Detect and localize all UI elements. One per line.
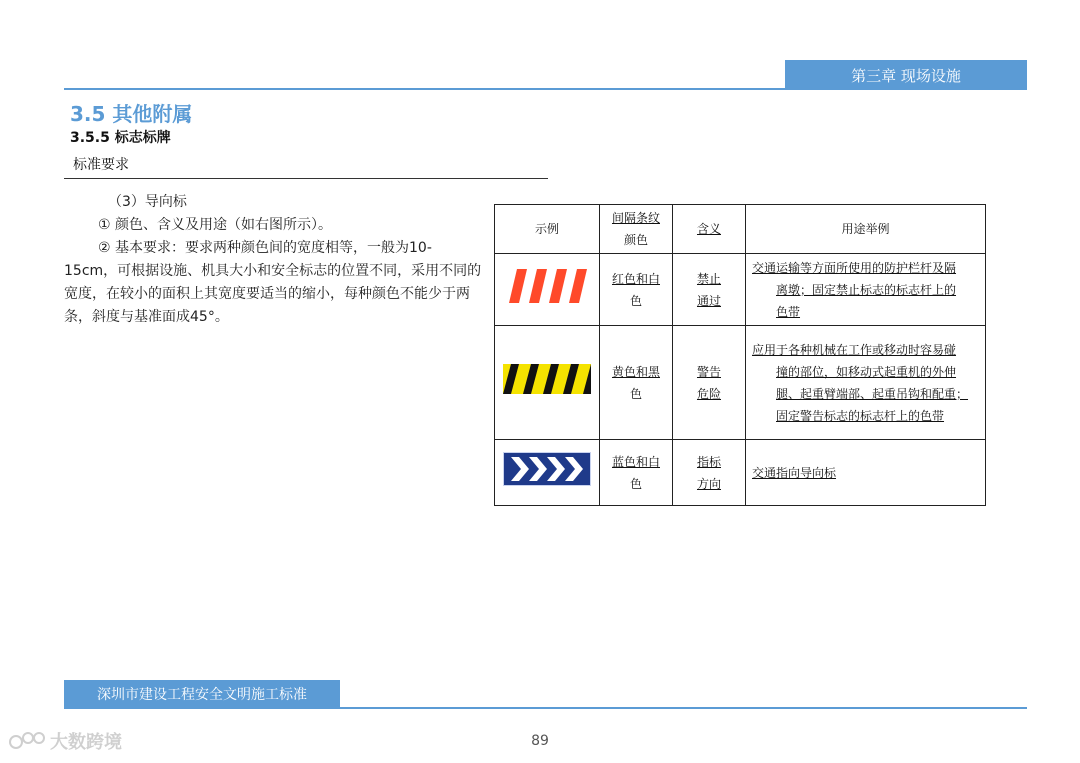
yellow-black-stripe-sign-icon — [503, 364, 591, 394]
body-text — [64, 191, 484, 329]
usage-cell: 交通运输等方面所使用的防护栏杆及隔 离墩；固定禁止标志的标志杆上的 色带 — [746, 254, 986, 326]
header-stripe-color: 间隔条纹 颜色 — [600, 205, 673, 254]
red-white-stripe-sign-icon — [503, 269, 591, 303]
color-cell: 红色和白 色 — [600, 254, 673, 326]
color-cell: 黄色和黑 色 — [600, 326, 673, 440]
header-usage: 用途举例 — [746, 205, 986, 254]
standard-label: 标准要求 — [73, 157, 129, 173]
subsection-title: 3.5.5 标志标牌 — [70, 130, 171, 146]
table-row — [495, 326, 986, 440]
meaning-cell: 警告 危险 — [673, 326, 746, 440]
footer-title-bar — [64, 680, 340, 708]
item-title: （3）导向标 — [108, 194, 187, 210]
standard-divider — [64, 178, 548, 179]
chapter-header — [785, 60, 1027, 90]
header-divider — [64, 88, 1027, 90]
body-line-1: ① 颜色、含义及用途（如右图所示）。 — [98, 217, 332, 233]
usage-cell: 交通指向导向标 — [746, 440, 986, 506]
header-meaning: 含义 — [673, 205, 746, 254]
sample-cell — [495, 326, 600, 440]
sample-cell — [495, 254, 600, 326]
page-number: 89 — [531, 733, 549, 749]
sample-cell — [495, 440, 600, 506]
section-title: 3.5 其他附属 — [70, 102, 193, 126]
table-row — [495, 440, 986, 506]
footer-title: 深圳市建设工程安全文明施工标准 — [97, 687, 307, 703]
header-sample: 示例 — [495, 205, 600, 254]
meaning-cell: 指标 方向 — [673, 440, 746, 506]
table-row — [495, 254, 986, 326]
guide-sign-table — [494, 204, 986, 506]
watermark-text: 大数跨境 — [50, 732, 122, 753]
body-line-2: ② 基本要求：要求两种颜色间的宽度相等，一般为10-15cm，可根据设施、机具大小和安全标志的位置不同，采用不同的宽度，在较小的面积上其宽度要适当的缩小，每种颜色不能少于两条，斜度与基准面成45°。 — [64, 240, 482, 325]
chapter-title: 第三章 现场设施 — [851, 66, 961, 85]
table-header-row — [495, 205, 986, 254]
footer-divider — [64, 707, 1027, 709]
usage-cell: 应用于各种机械在工作或移动时容易碰 撞的部位，如移动式起重机的外伸 腿、起重臂端部、起重吊钩和配重； 固定警告标志的标志杆上的色带 — [746, 326, 986, 440]
blue-white-chevron-sign-icon — [503, 452, 591, 486]
meaning-cell: 禁止 通过 — [673, 254, 746, 326]
color-cell: 蓝色和白 色 — [600, 440, 673, 506]
